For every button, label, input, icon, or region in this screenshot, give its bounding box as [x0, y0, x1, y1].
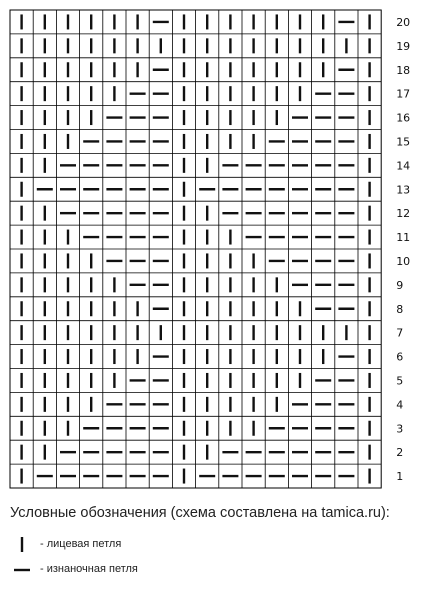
row-number: 2	[396, 446, 404, 460]
row-number: 9	[396, 278, 404, 292]
row-number: 19	[396, 39, 411, 53]
row-number: 14	[396, 159, 411, 173]
row-number: 6	[396, 350, 404, 364]
row-number: 16	[396, 111, 411, 125]
knit-stitch-icon	[12, 535, 32, 555]
row-number: 12	[396, 207, 411, 221]
legend-title: Условные обозначения (схема составлена на tamica.ru):	[10, 505, 390, 521]
row-number: 18	[396, 63, 411, 77]
row-number: 3	[396, 422, 404, 436]
row-number: 15	[396, 135, 411, 149]
row-number: 1	[396, 470, 404, 484]
row-number: 20	[396, 15, 411, 29]
row-number: 7	[396, 326, 404, 340]
purl-stitch-icon	[12, 560, 32, 580]
legend-label-knit: - лицевая петля	[40, 538, 122, 550]
row-number: 8	[396, 302, 404, 316]
legend-label-purl: - изнаночная петля	[40, 563, 138, 575]
row-number: 13	[396, 183, 411, 197]
row-number: 4	[396, 398, 404, 412]
row-number: 10	[396, 254, 411, 268]
row-number: 11	[396, 231, 411, 245]
row-number: 17	[396, 87, 411, 101]
row-number: 5	[396, 374, 404, 388]
